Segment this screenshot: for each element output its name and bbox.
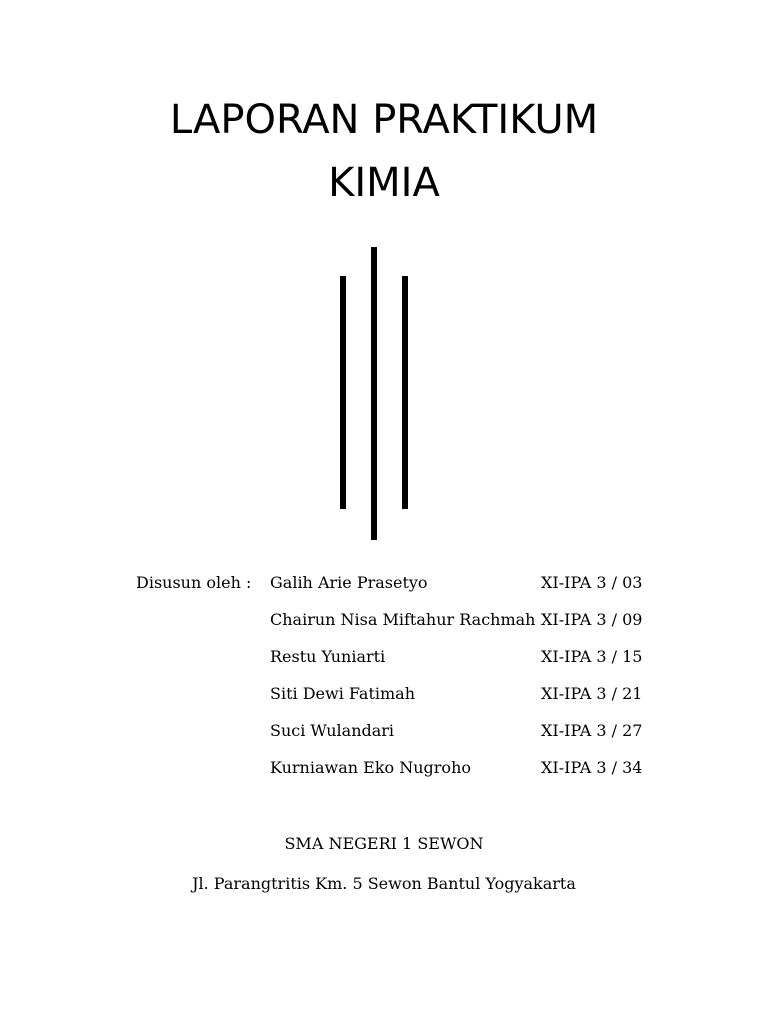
author-row xyxy=(270,757,670,794)
author-row xyxy=(270,683,670,720)
author-name: Kurniawan Eko Nugroho xyxy=(270,758,471,777)
report-title-line-1: LAPORAN PRAKTIKUM xyxy=(169,97,599,143)
author-class: XI-IPA 3 / 27 xyxy=(541,721,643,740)
school-name: SMA NEGERI 1 SEWON xyxy=(284,834,484,853)
author-name: Siti Dewi Fatimah xyxy=(270,684,416,703)
author-class: XI-IPA 3 / 09 xyxy=(541,610,643,629)
decorative-bar-center xyxy=(371,247,377,540)
author-row xyxy=(270,609,670,646)
author-row xyxy=(270,646,670,683)
decorative-bar-left xyxy=(340,276,346,509)
authors-list xyxy=(270,572,670,794)
author-row xyxy=(270,720,670,757)
author-row xyxy=(270,572,670,609)
author-class: XI-IPA 3 / 15 xyxy=(541,647,643,666)
school-address: Jl. Parangtritis Km. 5 Sewon Bantul Yogyakarta xyxy=(192,874,576,893)
decorative-bar-right xyxy=(402,276,408,509)
author-class: XI-IPA 3 / 21 xyxy=(541,684,643,703)
report-title-line-2: KIMIA xyxy=(328,160,440,206)
author-name: Restu Yuniarti xyxy=(270,647,386,666)
author-name: Chairun Nisa Miftahur Rachmah xyxy=(270,610,536,629)
author-class: XI-IPA 3 / 34 xyxy=(541,758,643,777)
author-name: Galih Arie Prasetyo xyxy=(270,573,428,592)
authors-label: Disusun oleh : xyxy=(136,573,252,592)
author-name: Suci Wulandari xyxy=(270,721,395,740)
author-class: XI-IPA 3 / 03 xyxy=(541,573,643,592)
